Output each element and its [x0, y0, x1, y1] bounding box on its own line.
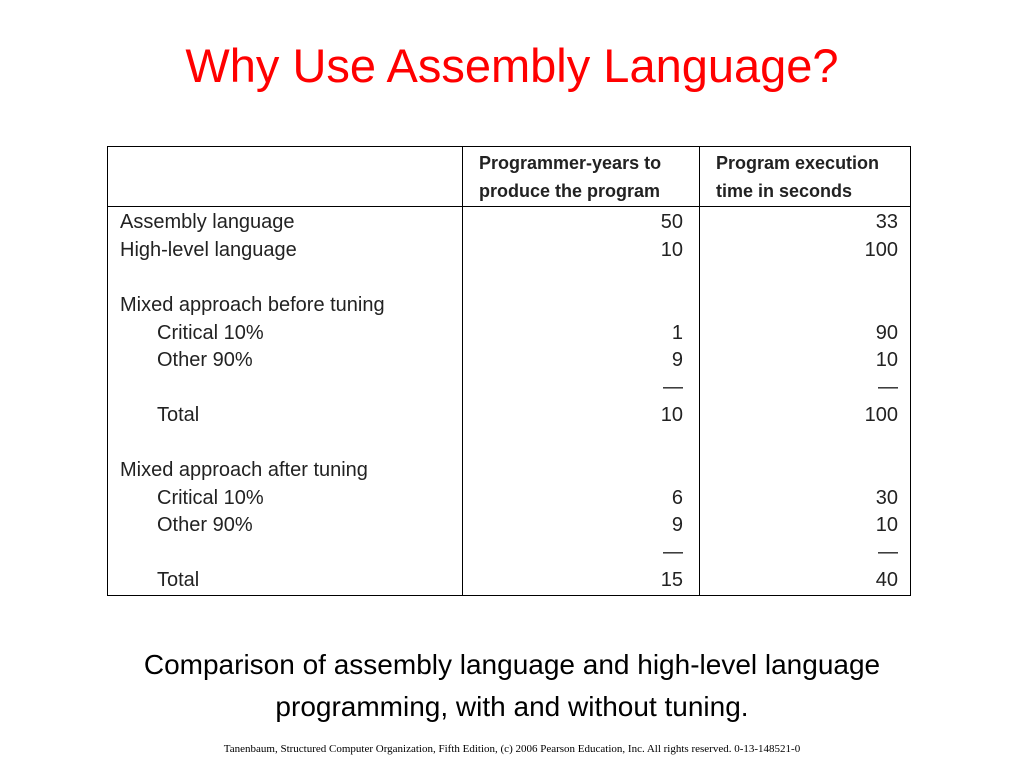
header-programmer-years-line1: Programmer-years to: [479, 153, 662, 173]
row-label: Critical 10%: [157, 322, 264, 344]
row-time: 33: [875, 211, 898, 233]
header-programmer-years-line2: produce the program: [479, 181, 661, 201]
table-row: [108, 373, 910, 401]
table-row: [108, 236, 910, 264]
row-section-label: Mixed approach after tuning: [120, 459, 368, 481]
row-time: 40: [875, 569, 898, 591]
row-years: 15: [660, 569, 683, 591]
header-execution-time-line2: time in seconds: [716, 181, 853, 201]
copyright-footer: Tanenbaum, Structured Computer Organization, Fifth Edition, (c) 2006 Pearson Education, Inc. All rights reserved. 0-13-148521-0: [223, 743, 801, 755]
caption-line-2: programming, with and without tuning.: [275, 691, 749, 722]
slide-title: Why Use Assembly Language?: [185, 39, 839, 92]
sum-rule: —: [878, 376, 898, 398]
row-years: 9: [671, 514, 683, 536]
row-total-label: Total: [157, 569, 200, 591]
caption-line-1: Comparison of assembly language and high-level language: [143, 649, 881, 680]
row-years: 1: [671, 322, 683, 344]
table-caption: [0, 644, 1024, 728]
row-time: 90: [875, 322, 898, 344]
header-divider: [108, 206, 910, 207]
row-years: 9: [671, 349, 683, 371]
table-row: [108, 208, 910, 236]
row-years: 6: [671, 487, 683, 509]
table-row: [108, 401, 910, 429]
header-execution-time-line1: Program execution: [716, 153, 880, 173]
row-time: 100: [864, 404, 898, 426]
row-label: Assembly language: [120, 211, 295, 233]
row-time: 100: [864, 239, 898, 261]
row-label: Critical 10%: [157, 487, 264, 509]
sum-rule: —: [878, 541, 898, 563]
header-execution-time: [716, 149, 879, 205]
row-total-label: Total: [157, 404, 200, 426]
row-time: 30: [875, 487, 898, 509]
row-section-label: Mixed approach before tuning: [120, 294, 385, 316]
row-label: High-level language: [120, 239, 297, 261]
table-row: [108, 291, 910, 319]
row-years: 10: [660, 239, 683, 261]
sum-rule: —: [663, 376, 683, 398]
row-years: 50: [660, 211, 683, 233]
header-programmer-years: [479, 149, 661, 205]
row-time: 10: [875, 514, 898, 536]
table-row: [108, 566, 910, 594]
row-years: 10: [660, 404, 683, 426]
sum-rule: —: [663, 541, 683, 563]
row-time: 10: [875, 349, 898, 371]
table-row: [108, 346, 910, 374]
row-label: Other 90%: [157, 514, 253, 536]
comparison-table: [107, 146, 911, 596]
table-row: [108, 319, 910, 347]
table-row: [108, 456, 910, 484]
table-row: [108, 538, 910, 566]
row-label: Other 90%: [157, 349, 253, 371]
table-row: [108, 484, 910, 512]
table-row: [108, 511, 910, 539]
